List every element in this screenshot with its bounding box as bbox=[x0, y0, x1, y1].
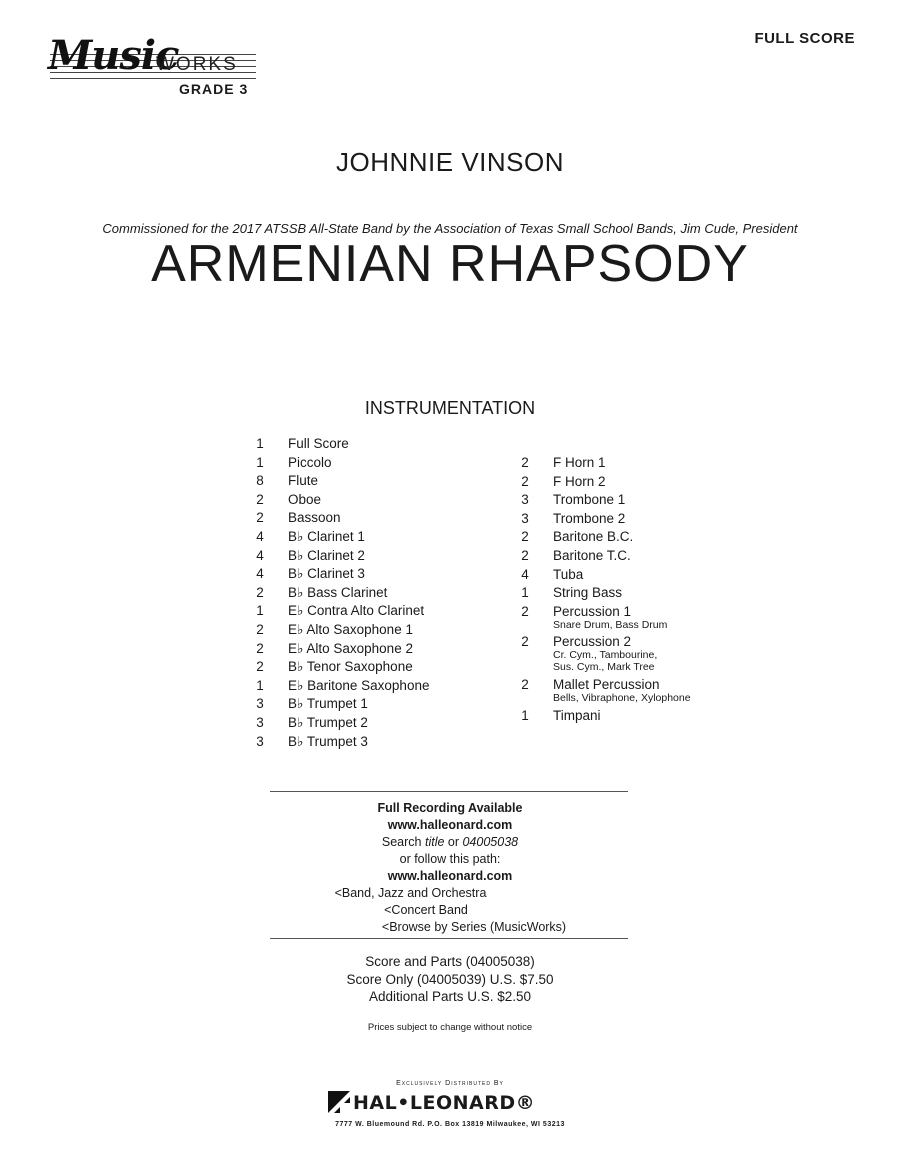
instrument-name-text: E♭ Alto Saxophone 1 bbox=[288, 621, 413, 637]
publisher-address: 7777 W. Bluemound Rd. P.O. Box 13819 Milwaukee, WI 53213 bbox=[335, 1121, 565, 1128]
instrument-name bbox=[288, 715, 368, 731]
instrument-quantity: 3 bbox=[521, 492, 529, 508]
piece-title: ARMENIAN RHAPSODY bbox=[151, 235, 749, 293]
instrument-quantity: 1 bbox=[256, 436, 264, 451]
instrument-name bbox=[288, 734, 368, 750]
instrument-name-text: E♭ Contra Alto Clarinet bbox=[288, 603, 425, 619]
instrument-name-text: Piccolo bbox=[288, 454, 332, 470]
instrument-name-text: Bassoon bbox=[288, 510, 341, 526]
instrument-name bbox=[553, 455, 606, 470]
instrument-name bbox=[553, 511, 625, 526]
recording-heading: Full Recording Available bbox=[377, 801, 523, 815]
instrument-name bbox=[288, 678, 429, 694]
instrument-name-text: Baritone T.C. bbox=[553, 547, 631, 563]
publisher-name: HAL•LEONARD® bbox=[353, 1092, 536, 1114]
instrument-name-text: Percussion 1 bbox=[553, 603, 632, 619]
instrument-quantity: 1 bbox=[256, 454, 264, 470]
instrument-name bbox=[288, 492, 321, 507]
instrument-quantity: 2 bbox=[256, 510, 264, 526]
instrument-quantity: 2 bbox=[521, 473, 529, 489]
instrument-name-text: Flute bbox=[288, 473, 319, 489]
instrument-detail: Cr. Cym., Tambourine, bbox=[553, 649, 658, 662]
logo-music-text: Music bbox=[48, 32, 179, 79]
instrument-name-text: B♭ Trumpet 1 bbox=[288, 696, 368, 712]
instrument-name-text: Full Score bbox=[288, 436, 349, 451]
instrument-quantity: 2 bbox=[256, 659, 264, 675]
instrument-name-text: B♭ Tenor Saxophone bbox=[288, 659, 413, 675]
recording-info bbox=[0, 800, 900, 936]
instrument-name-text: B♭ Bass Clarinet bbox=[288, 584, 388, 600]
instrument-name bbox=[288, 566, 365, 582]
instrument-name bbox=[553, 604, 667, 631]
instrument-name bbox=[553, 634, 657, 673]
path-step-3: <Browse by Series (MusicWorks) bbox=[381, 920, 567, 934]
instrument-name-text: Trombone 1 bbox=[553, 492, 626, 508]
instrument-name-text: Baritone B.C. bbox=[553, 529, 634, 545]
instrument-name-text: F Horn 1 bbox=[553, 455, 606, 470]
instrument-name bbox=[553, 708, 601, 723]
instrument-quantity: 2 bbox=[521, 529, 529, 545]
instrument-quantity: 2 bbox=[256, 640, 264, 656]
instrument-name-text: Trombone 2 bbox=[553, 510, 626, 526]
instrument-quantity: 8 bbox=[256, 473, 264, 489]
instrument-quantity: 2 bbox=[521, 455, 529, 470]
instrument-name bbox=[553, 548, 631, 563]
logo-works-text: WORKS bbox=[156, 54, 238, 75]
instrument-name-text: B♭ Clarinet 3 bbox=[288, 566, 365, 582]
instrument-quantity: 1 bbox=[521, 707, 529, 723]
instrument-name bbox=[288, 436, 349, 451]
instrument-name-text: B♭ Clarinet 2 bbox=[288, 547, 365, 563]
instrument-quantity: 4 bbox=[256, 547, 264, 563]
instrument-quantity: 2 bbox=[521, 603, 529, 619]
hal-leonard-logo-icon bbox=[328, 1091, 350, 1113]
instrument-name bbox=[288, 622, 413, 638]
instrument-quantity: 3 bbox=[521, 510, 529, 526]
instrument-name-text: Oboe bbox=[288, 491, 322, 507]
instrument-name-text: String Bass bbox=[553, 585, 623, 601]
instrument-name-text: Tuba bbox=[553, 566, 584, 582]
instrument-quantity: 1 bbox=[256, 677, 264, 693]
instrument-name bbox=[288, 641, 413, 657]
price-score-parts: Score and Parts (04005038) bbox=[365, 954, 535, 969]
price-notice: Prices subject to change without notice bbox=[367, 1022, 533, 1033]
instrument-name bbox=[553, 529, 633, 544]
instrumentation-heading: INSTRUMENTATION bbox=[364, 398, 536, 418]
instrument-detail: Bells, Vibraphone, Xylophone bbox=[553, 691, 691, 704]
instrument-quantity: 2 bbox=[256, 621, 264, 637]
distributed-by: Exclusively Distributed By bbox=[396, 1080, 504, 1087]
musicworks-logo bbox=[48, 32, 278, 102]
search-hint: Search title or 04005038 bbox=[381, 835, 519, 849]
pricing-info bbox=[0, 953, 900, 1006]
full-score-label: FULL SCORE bbox=[754, 30, 855, 47]
instrument-name bbox=[288, 585, 387, 601]
composer-name: JOHNNIE VINSON bbox=[335, 147, 565, 177]
instrument-quantity: 3 bbox=[256, 714, 264, 730]
instrument-name-text: Mallet Percussion bbox=[553, 676, 660, 692]
instrument-name bbox=[288, 455, 332, 470]
recording-site-link-2[interactable]: www.halleonard.com bbox=[387, 869, 513, 883]
instrument-quantity: 4 bbox=[256, 528, 264, 544]
instrument-name-text: E♭ Baritone Saxophone bbox=[288, 677, 430, 693]
instrument-name-text: B♭ Trumpet 2 bbox=[288, 714, 368, 730]
instrument-name-text: B♭ Trumpet 3 bbox=[288, 733, 368, 749]
commission-note: Commissioned for the 2017 ATSSB All-State Band by the Association of Texas Small School Bands, Jim Cude, President bbox=[102, 221, 798, 236]
instrument-name-text: B♭ Clarinet 1 bbox=[288, 528, 365, 544]
instrument-name bbox=[288, 473, 318, 488]
instrument-name bbox=[553, 567, 583, 582]
instrument-name-text: Percussion 2 bbox=[553, 634, 632, 650]
divider-top bbox=[270, 791, 628, 792]
recording-site-link[interactable]: www.halleonard.com bbox=[387, 818, 513, 832]
publisher-block bbox=[320, 1080, 580, 1140]
instrument-quantity: 3 bbox=[256, 696, 264, 712]
follow-path-text: or follow this path: bbox=[399, 852, 501, 866]
path-step-1: <Band, Jazz and Orchestra bbox=[334, 886, 487, 900]
instrument-quantity: 2 bbox=[521, 547, 529, 563]
instrument-quantity: 4 bbox=[256, 566, 264, 582]
path-step-2: <Concert Band bbox=[384, 903, 468, 917]
price-additional-parts: Additional Parts U.S. $2.50 bbox=[368, 989, 532, 1004]
instrument-name bbox=[288, 603, 424, 619]
price-score-only: Score Only (04005039) U.S. $7.50 bbox=[346, 971, 554, 987]
instrument-quantity: 2 bbox=[256, 491, 264, 507]
instrument-name bbox=[553, 492, 625, 507]
instrument-quantity: 1 bbox=[256, 603, 264, 619]
instrument-detail: Snare Drum, Bass Drum bbox=[553, 618, 668, 631]
instrument-name bbox=[288, 510, 341, 525]
instrument-quantity: 2 bbox=[256, 584, 264, 600]
instrument-name-text: E♭ Alto Saxophone 2 bbox=[288, 640, 413, 656]
instrument-name bbox=[288, 548, 365, 564]
instrument-quantity: 2 bbox=[521, 634, 529, 650]
instrument-name bbox=[288, 696, 368, 712]
instrument-name bbox=[288, 659, 413, 675]
instrument-detail: Sus. Cym., Mark Tree bbox=[553, 661, 655, 674]
divider-bottom bbox=[270, 938, 628, 939]
instrument-name bbox=[553, 474, 606, 489]
instrument-name bbox=[553, 585, 622, 600]
instrument-quantity: 1 bbox=[521, 585, 529, 601]
instrument-name-text: Timpani bbox=[553, 707, 601, 723]
instrument-name bbox=[288, 529, 365, 545]
instrument-quantity: 2 bbox=[521, 676, 529, 692]
instrument-quantity: 4 bbox=[521, 566, 529, 582]
grade-label: GRADE 3 bbox=[179, 81, 249, 97]
instrument-name bbox=[553, 677, 691, 704]
instrument-name-text: F Horn 2 bbox=[553, 473, 606, 489]
instrument-quantity: 3 bbox=[256, 733, 264, 749]
